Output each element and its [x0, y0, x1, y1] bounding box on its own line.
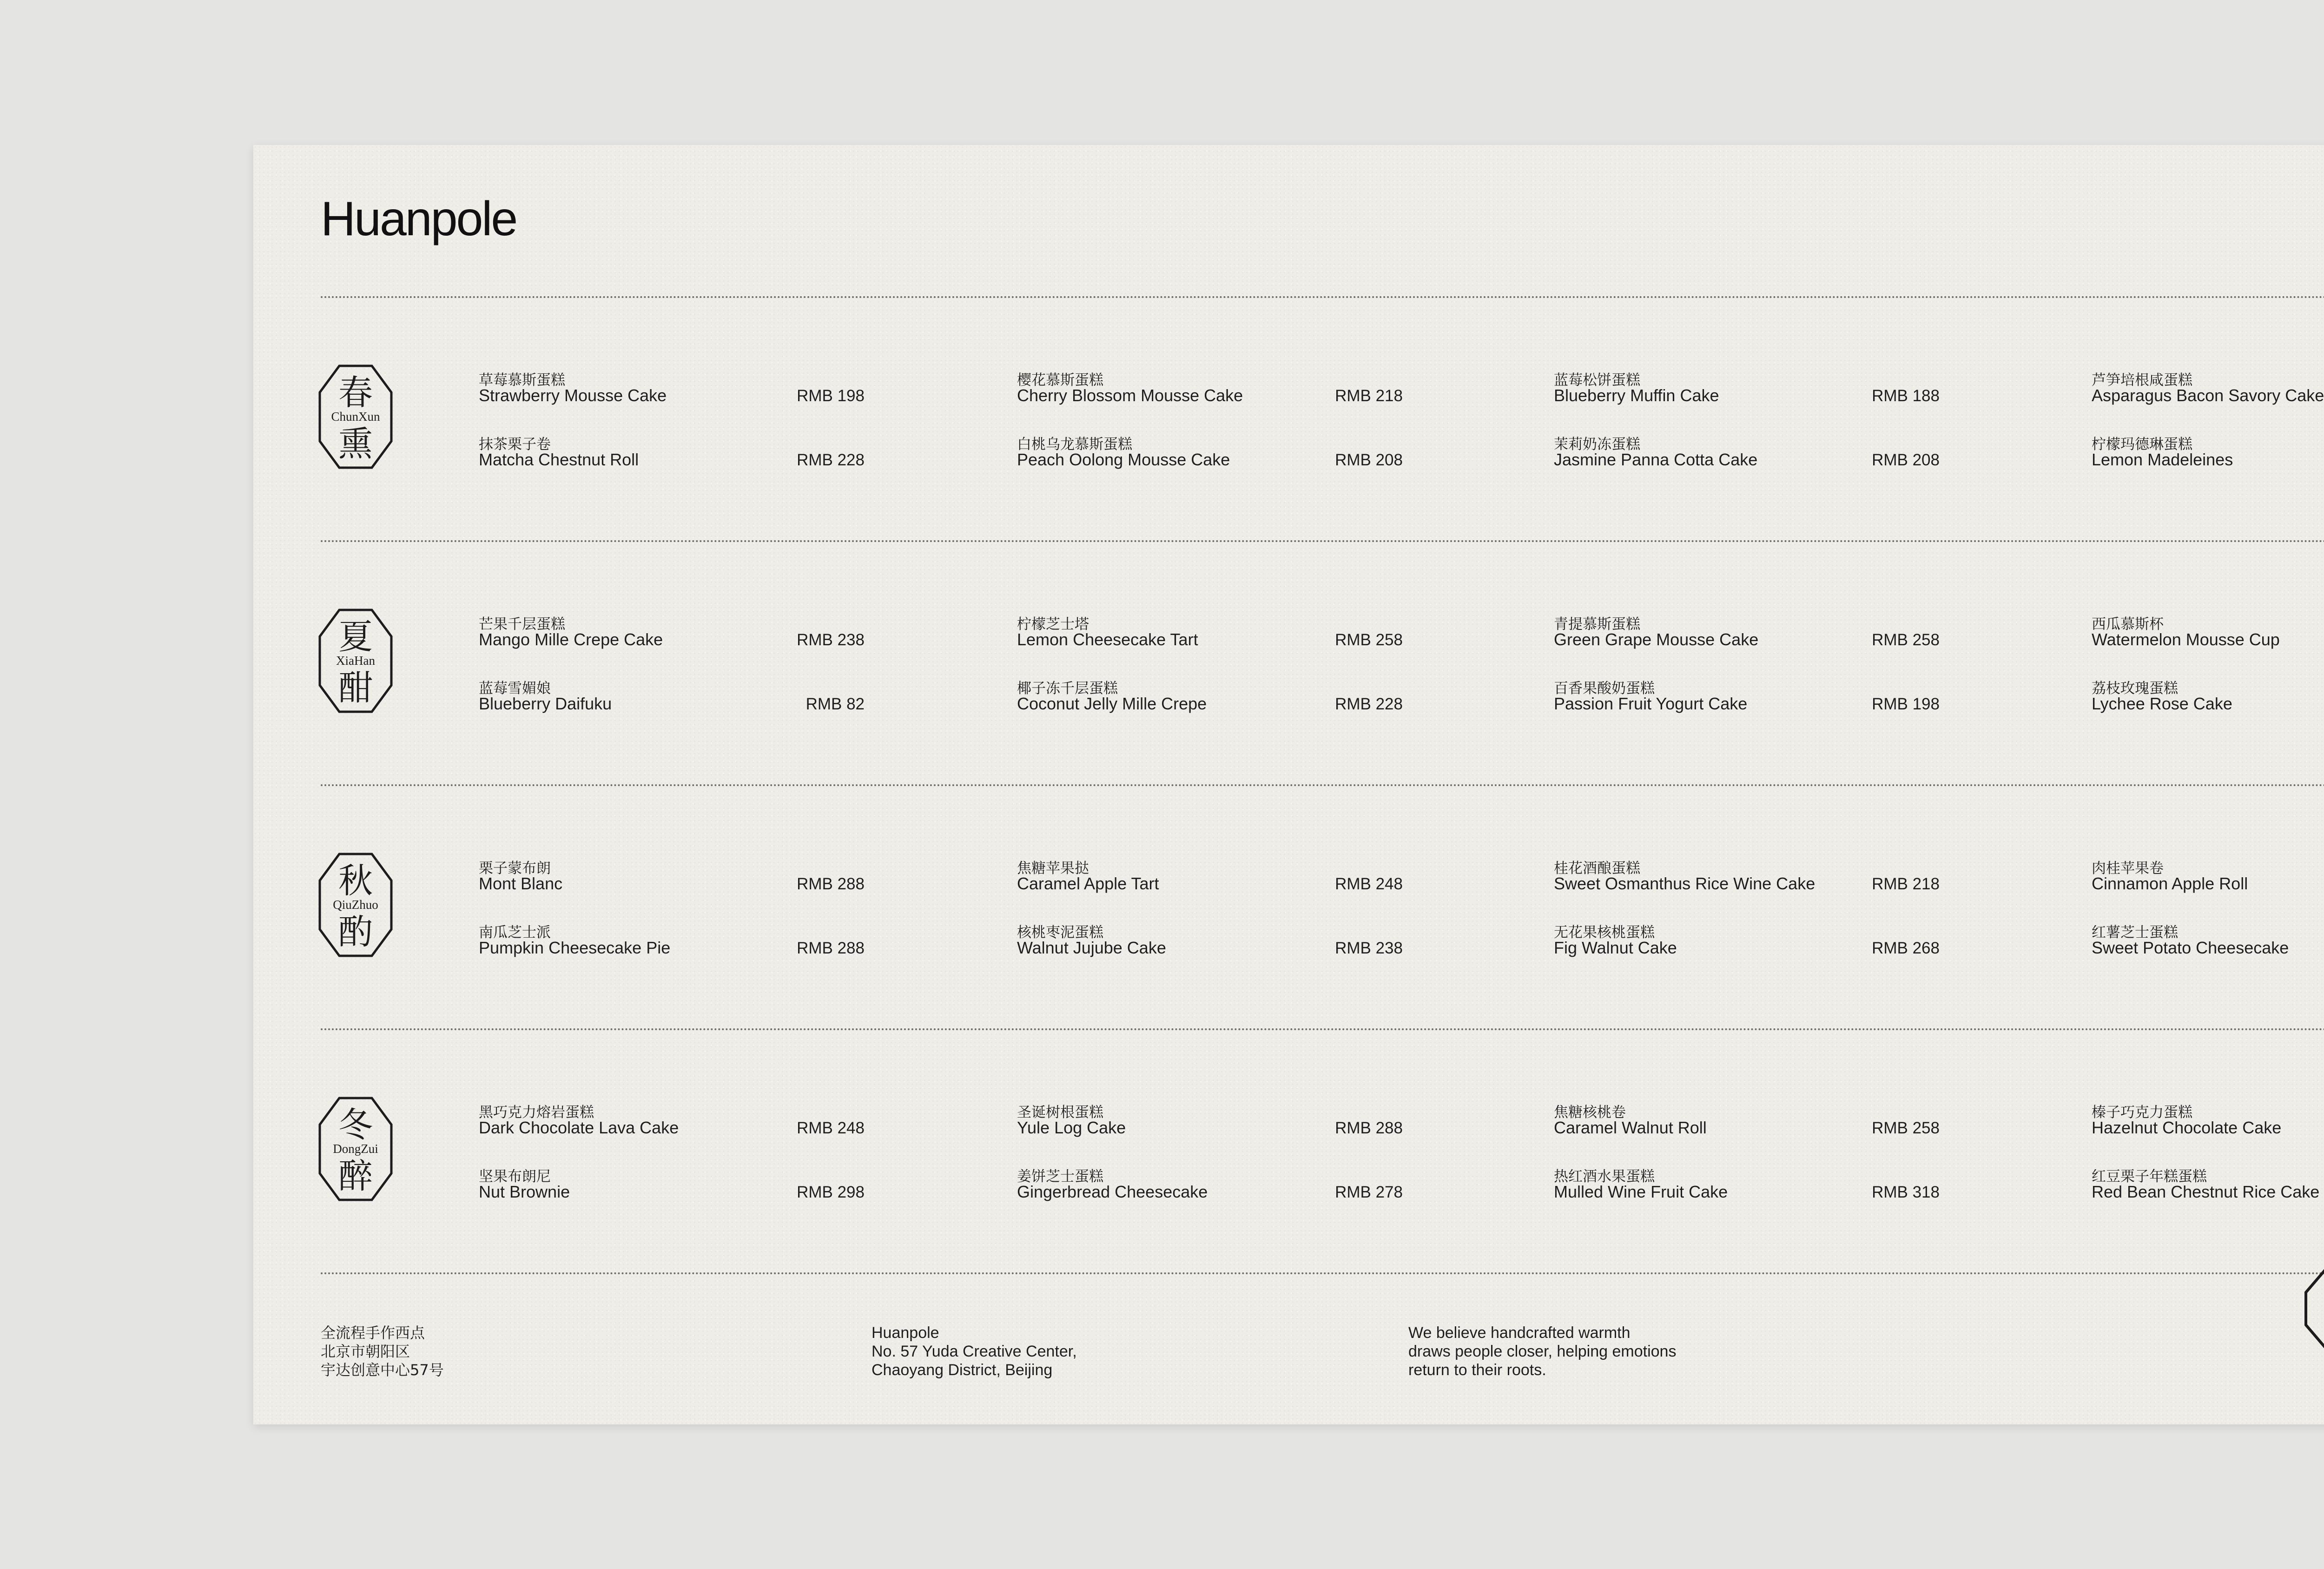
menu-item: [1554, 1100, 1940, 1170]
footer-cn-line: 宇达创意中心57号: [321, 1361, 444, 1379]
item-name-en: Gingerbread Cheesecake: [1017, 1182, 1208, 1201]
item-price: RMB 248: [797, 1119, 865, 1137]
seal-bottom-char: 酌: [338, 912, 373, 952]
item-name-en: Yule Log Cake: [1017, 1118, 1126, 1137]
item-price: RMB 258: [1872, 631, 1940, 649]
menu-item: [1017, 612, 1403, 682]
item-price: RMB 288: [797, 875, 865, 893]
menu-item: [2092, 1165, 2324, 1234]
seal-top-char: 秋: [338, 861, 373, 901]
item-price: RMB 198: [797, 387, 865, 405]
item-name-en: Walnut Jujube Cake: [1017, 938, 1166, 957]
footer-address-line: No. 57 Yuda Creative Center,: [872, 1343, 1077, 1360]
seal-latin: XiaHan: [336, 654, 375, 668]
seal-top-char: 春: [338, 373, 373, 413]
season-seal: [318, 364, 393, 469]
seal-top-char: 夏: [338, 617, 373, 657]
item-name-en: Strawberry Mousse Cake: [479, 386, 667, 405]
item-name-en: Caramel Apple Tart: [1017, 874, 1159, 893]
menu-item: [2092, 856, 2324, 926]
seal-latin: ChunXun: [331, 410, 380, 424]
menu-item: [1017, 1165, 1403, 1234]
item-name-cn: 焦糖苹果挞: [1017, 860, 1089, 877]
item-name-cn: 抹茶栗子卷: [479, 436, 551, 453]
item-price: RMB 198: [1872, 695, 1940, 713]
item-name-cn: 红薯芝士蛋糕: [2092, 924, 2178, 941]
brand-logo: Huanpole: [321, 192, 517, 246]
item-price: RMB 238: [797, 631, 865, 649]
menu-item: [1554, 612, 1940, 682]
season-seal-icon: [318, 609, 393, 713]
item-price: RMB 248: [1335, 875, 1403, 893]
dotted-divider: [321, 784, 2324, 786]
item-name-en: Red Bean Chestnut Rice Cake: [2092, 1182, 2320, 1201]
menu-item: [1554, 676, 1940, 746]
seal-top-char: 冬: [338, 1105, 373, 1145]
item-name-en: Watermelon Mousse Cup: [2092, 630, 2280, 649]
seal-bottom-char: 醉: [338, 1156, 373, 1196]
item-name-cn: 蓝莓雪媚娘: [479, 680, 551, 697]
menu-item: [2092, 368, 2324, 438]
item-name-cn: 西瓜慕斯杯: [2092, 616, 2164, 633]
seal-bottom-char: 熏: [338, 424, 373, 464]
item-name-cn: 青提慕斯蛋糕: [1554, 616, 1640, 633]
item-name-cn: 白桃乌龙慕斯蛋糕: [1017, 436, 1132, 453]
item-price: RMB 188: [1872, 387, 1940, 405]
handmade-cake-badge: [2303, 1241, 2324, 1376]
footer-cn-address: [321, 1324, 444, 1379]
item-name-cn: 芒果千层蛋糕: [479, 616, 565, 633]
item-name-cn: 柠檬玛德琳蛋糕: [2092, 436, 2192, 453]
footer-address-line: Chaoyang District, Beijing: [872, 1361, 1053, 1379]
item-name-cn: 椰子冻千层蛋糕: [1017, 680, 1118, 697]
footer-slogan: [1408, 1324, 1676, 1379]
menu-item: [1017, 432, 1403, 502]
season-seal: [318, 853, 393, 957]
menu-item: [479, 676, 865, 746]
item-name-en: Caramel Walnut Roll: [1554, 1118, 1707, 1137]
item-name-cn: 红豆栗子年糕蛋糕: [2092, 1168, 2207, 1185]
footer-slogan-line: draws people closer, helping emotions: [1408, 1343, 1677, 1360]
handmade-badge-icon: [2303, 1241, 2324, 1376]
menu-item: [1554, 920, 1940, 990]
item-name-en: Mulled Wine Fruit Cake: [1554, 1182, 1728, 1201]
item-name-en: Cinnamon Apple Roll: [2092, 874, 2248, 893]
item-name-cn: 无花果核桃蛋糕: [1554, 924, 1655, 941]
menu-item: [479, 1165, 865, 1234]
item-name-cn: 姜饼芝士蛋糕: [1017, 1168, 1103, 1185]
item-name-en: Jasmine Panna Cotta Cake: [1554, 450, 1758, 469]
item-price: RMB 218: [1335, 387, 1403, 405]
item-price: RMB 228: [797, 451, 865, 469]
item-name-en: Asparagus Bacon Savory Cake: [2092, 386, 2324, 405]
menu-item: [479, 856, 865, 926]
season-seal: [318, 609, 393, 713]
item-name-en: Passion Fruit Yogurt Cake: [1554, 694, 1748, 713]
item-name-en: Sweet Potato Cheesecake: [2092, 938, 2289, 957]
menu-item: [479, 612, 865, 682]
menu-item: [2092, 920, 2324, 990]
menu-item: [479, 432, 865, 502]
item-price: RMB 228: [1335, 695, 1403, 713]
item-price: RMB 258: [1335, 631, 1403, 649]
item-name-cn: 南瓜芝士派: [479, 924, 551, 941]
item-name-en: Dark Chocolate Lava Cake: [479, 1118, 679, 1137]
item-price: RMB 298: [797, 1183, 865, 1201]
menu-item: [2092, 676, 2324, 746]
menu-item: [1554, 432, 1940, 502]
item-name-cn: 圣诞树根蛋糕: [1017, 1104, 1103, 1121]
item-name-cn: 黑巧克力熔岩蛋糕: [479, 1104, 594, 1121]
menu-item: [1017, 676, 1403, 746]
item-name-en: Fig Walnut Cake: [1554, 938, 1677, 957]
seal-latin: QiuZhuo: [333, 898, 378, 912]
item-name-cn: 肉桂苹果卷: [2092, 860, 2164, 877]
menu-item: [1017, 368, 1403, 438]
item-name-cn: 核桃枣泥蛋糕: [1017, 924, 1103, 941]
menu-item: [2092, 612, 2324, 682]
item-name-cn: 坚果布朗尼: [479, 1168, 551, 1185]
menu-item: [1017, 856, 1403, 926]
footer-address: [872, 1324, 1077, 1379]
item-price: RMB 278: [1335, 1183, 1403, 1201]
menu-item: [1554, 1165, 1940, 1234]
menu-item: [1017, 920, 1403, 990]
item-name-en: Matcha Chestnut Roll: [479, 450, 639, 469]
menu-item: [2092, 1100, 2324, 1170]
menu-item: [1554, 368, 1940, 438]
item-name-en: Mont Blanc: [479, 874, 563, 893]
item-price: RMB 318: [1872, 1183, 1940, 1201]
dotted-divider: [321, 1028, 2324, 1030]
item-name-cn: 茉莉奶冻蛋糕: [1554, 436, 1640, 453]
item-name-cn: 热红酒水果蛋糕: [1554, 1168, 1655, 1185]
footer-cn-line: 北京市朝阳区: [321, 1343, 410, 1360]
item-name-cn: 芦笋培根咸蛋糕: [2092, 372, 2192, 389]
season-seal: [318, 1097, 393, 1201]
item-name-en: Pumpkin Cheesecake Pie: [479, 938, 671, 957]
menu-item: [479, 1100, 865, 1170]
item-price: RMB 288: [797, 939, 865, 957]
item-name-en: Sweet Osmanthus Rice Wine Cake: [1554, 874, 1816, 893]
menu-item: [2092, 432, 2324, 502]
item-price: RMB 82: [805, 695, 865, 713]
item-price: RMB 238: [1335, 939, 1403, 957]
item-name-cn: 蓝莓松饼蛋糕: [1554, 372, 1640, 389]
footer-cn-line: 全流程手作西点: [321, 1324, 425, 1342]
item-name-en: Peach Oolong Mousse Cake: [1017, 450, 1230, 469]
menu-item: [479, 368, 865, 438]
item-name-cn: 榛子巧克力蛋糕: [2092, 1104, 2192, 1121]
footer-slogan-line: return to their roots.: [1408, 1361, 1546, 1379]
dotted-divider: [321, 540, 2324, 542]
menu-item: [1554, 856, 1940, 926]
dotted-divider: [321, 1272, 2324, 1274]
menu-item: [1017, 1100, 1403, 1170]
item-name-en: Hazelnut Chocolate Cake: [2092, 1118, 2282, 1137]
item-price: RMB 218: [1872, 875, 1940, 893]
item-name-cn: 桂花酒酿蛋糕: [1554, 860, 1640, 877]
item-name-en: Lemon Madeleines: [2092, 450, 2233, 469]
seal-bottom-char: 酣: [338, 668, 373, 708]
item-name-cn: 焦糖核桃卷: [1554, 1104, 1626, 1121]
menu-item: [479, 920, 865, 990]
footer-slogan-line: We believe handcrafted warmth: [1408, 1324, 1631, 1342]
item-name-cn: 柠檬芝士塔: [1017, 616, 1089, 633]
item-name-en: Cherry Blossom Mousse Cake: [1017, 386, 1243, 405]
item-name-en: Blueberry Muffin Cake: [1554, 386, 1719, 405]
item-name-cn: 荔枝玫瑰蛋糕: [2092, 680, 2178, 697]
item-name-en: Coconut Jelly Mille Crepe: [1017, 694, 1207, 713]
item-price: RMB 208: [1872, 451, 1940, 469]
item-name-cn: 草莓慕斯蛋糕: [479, 372, 565, 389]
item-price: RMB 288: [1335, 1119, 1403, 1137]
season-seal-icon: [318, 853, 393, 957]
item-name-en: Mango Mille Crepe Cake: [479, 630, 663, 649]
item-name-en: Lychee Rose Cake: [2092, 694, 2232, 713]
item-name-en: Lemon Cheesecake Tart: [1017, 630, 1198, 649]
item-name-cn: 栗子蒙布朗: [479, 860, 551, 877]
footer-address-line: Huanpole: [872, 1324, 939, 1342]
item-name-cn: 百香果酸奶蛋糕: [1554, 680, 1655, 697]
dotted-divider: [321, 296, 2324, 298]
season-seal-icon: [318, 364, 393, 469]
item-name-cn: 樱花慕斯蛋糕: [1017, 372, 1103, 389]
item-price: RMB 268: [1872, 939, 1940, 957]
seal-latin: DongZui: [333, 1142, 378, 1156]
item-name-en: Green Grape Mousse Cake: [1554, 630, 1759, 649]
season-seal-icon: [318, 1097, 393, 1201]
item-name-en: Nut Brownie: [479, 1182, 570, 1201]
item-price: RMB 258: [1872, 1119, 1940, 1137]
menu-sheet: [253, 145, 2324, 1424]
item-name-en: Blueberry Daifuku: [479, 694, 612, 713]
item-price: RMB 208: [1335, 451, 1403, 469]
